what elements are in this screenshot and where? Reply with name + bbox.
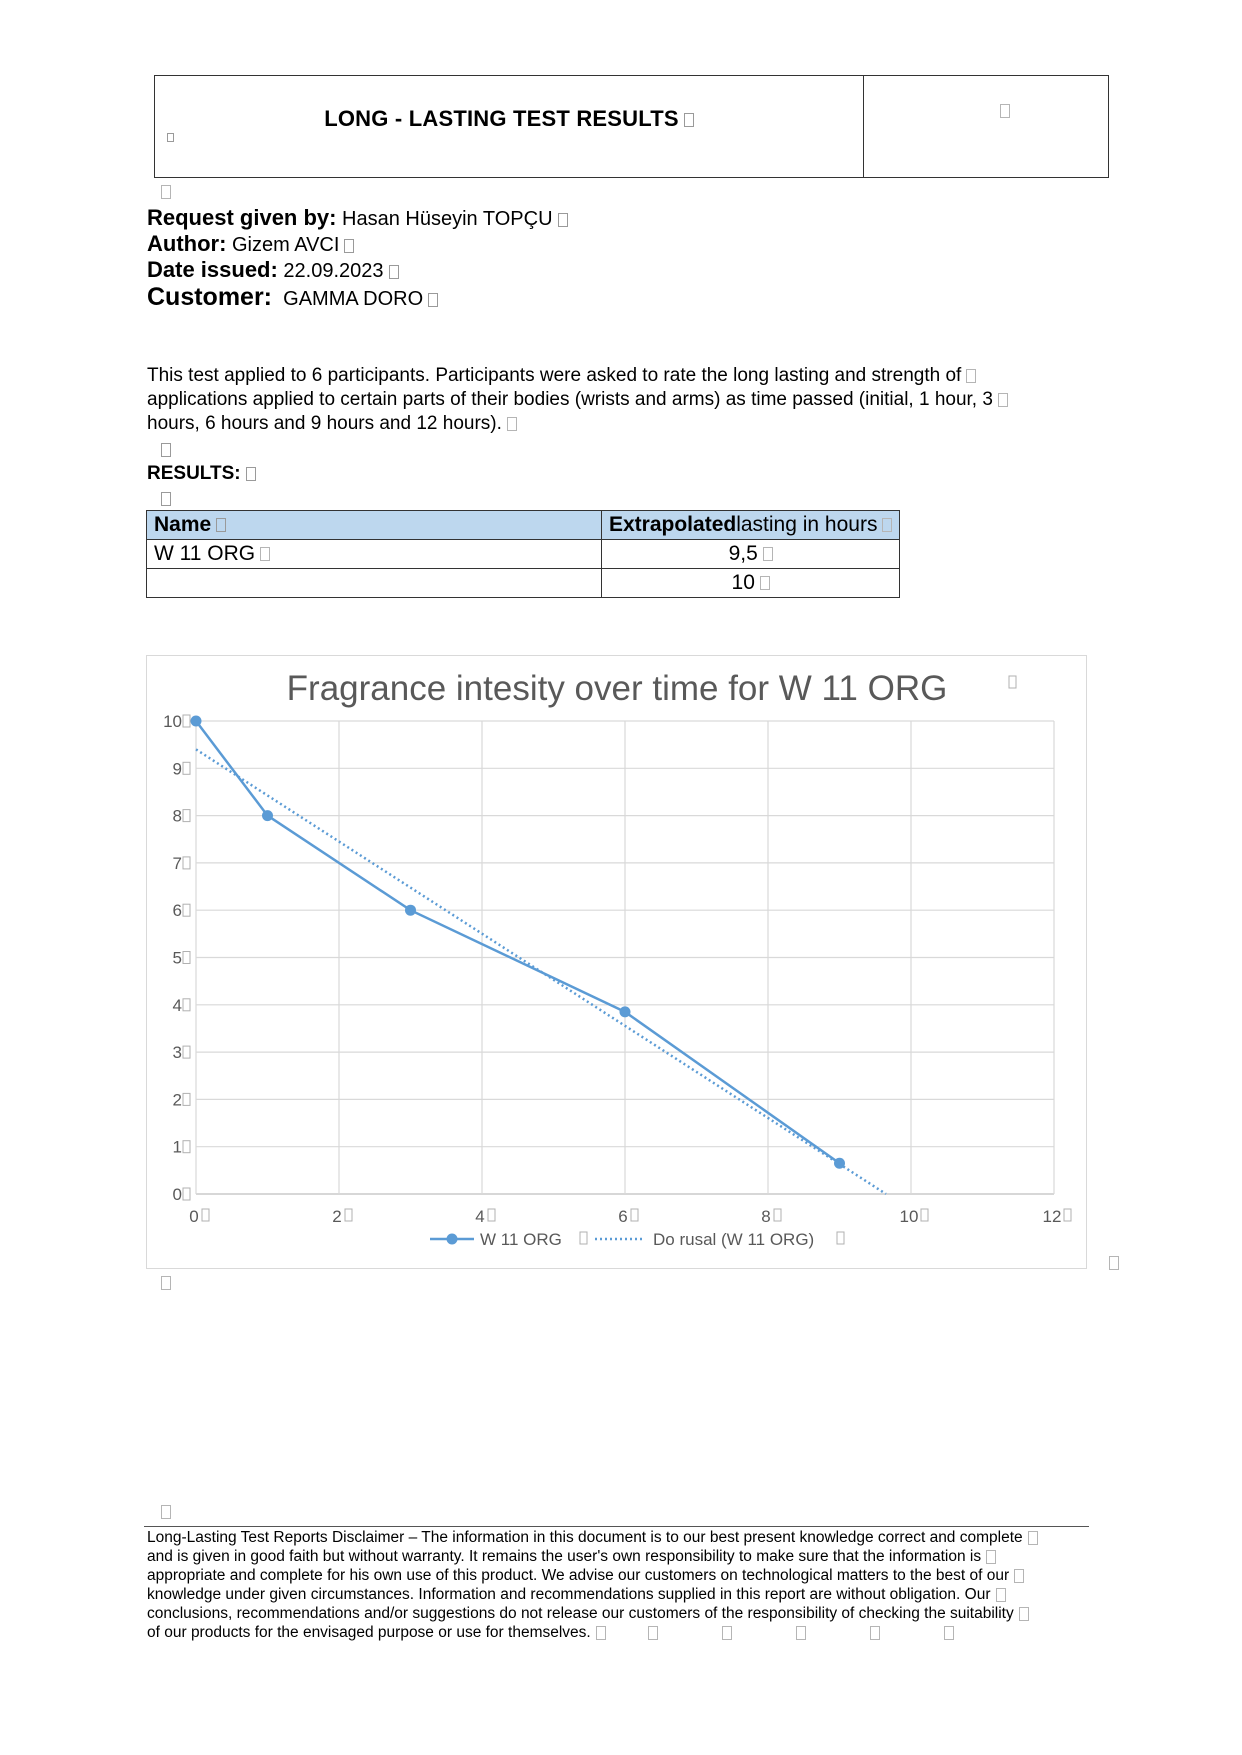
intro-line: applications applied to certain parts of their bodies (wrists and arms) as time passed (initial, 1 hour, 3 bbox=[147, 389, 993, 410]
column-header-text: Extrapolated bbox=[609, 513, 737, 536]
format-mark-icon bbox=[722, 1626, 732, 1640]
format-mark-icon bbox=[161, 1505, 171, 1519]
x-tick-label: 8 bbox=[761, 1207, 771, 1226]
format-mark-icon bbox=[1064, 1209, 1071, 1221]
format-mark-icon bbox=[183, 857, 190, 869]
format-mark-icon bbox=[183, 952, 190, 964]
chart-title: Fragrance intesity over time for W 11 ORG bbox=[286, 669, 948, 708]
table-row bbox=[147, 569, 900, 598]
format-mark-icon bbox=[1019, 1607, 1029, 1621]
chart-frame bbox=[146, 655, 1087, 1269]
intro-line: hours, 6 hours and 9 hours and 12 hours). bbox=[147, 413, 502, 434]
disclaimer-line: Long-Lasting Test Reports Disclaimer – The information in this document is to our best present knowledge correct and complete bbox=[147, 1529, 1023, 1546]
cell-text: W 11 ORG bbox=[154, 542, 256, 565]
author-value: Gizem AVCI bbox=[231, 234, 340, 256]
format-mark-icon bbox=[1000, 104, 1010, 118]
y-tick-label: 1 bbox=[172, 1137, 182, 1157]
format-mark-icon bbox=[183, 1093, 190, 1105]
x-tick-label: 0 bbox=[189, 1207, 199, 1226]
data-point bbox=[262, 810, 273, 821]
y-tick-label: 7 bbox=[172, 853, 182, 873]
report-title bbox=[155, 106, 863, 132]
cell-text: 9,5 bbox=[728, 542, 758, 565]
author bbox=[147, 232, 354, 257]
footer-rule bbox=[144, 1526, 1089, 1527]
format-mark-icon bbox=[1009, 676, 1016, 688]
format-mark-icon bbox=[345, 1209, 352, 1221]
table-row bbox=[147, 540, 900, 569]
legend-label: W 11 ORG bbox=[480, 1230, 562, 1249]
table-header-row bbox=[147, 511, 900, 540]
request-value: Hasan Hüseyin TOPÇU bbox=[342, 208, 553, 230]
x-tick-label: 10 bbox=[899, 1207, 919, 1226]
format-mark-icon bbox=[428, 293, 438, 307]
format-mark-icon bbox=[246, 467, 256, 481]
format-mark-icon bbox=[183, 999, 190, 1011]
fragrance-line-chart bbox=[147, 656, 1088, 1270]
data-series-line bbox=[196, 721, 840, 1163]
table-cell-value bbox=[602, 569, 900, 598]
disclaimer bbox=[147, 1528, 1107, 1642]
table-cell-name bbox=[147, 540, 602, 569]
date-label: Date issued: bbox=[147, 257, 278, 282]
report-header-box bbox=[154, 75, 1109, 178]
format-mark-icon bbox=[774, 1209, 781, 1221]
y-tick-label: 9 bbox=[172, 759, 182, 779]
disclaimer-line: appropriate and complete for his own use of this product. We advise our customers on technological matters to the best of our bbox=[147, 1567, 1010, 1584]
x-tick-label: 2 bbox=[332, 1207, 342, 1226]
disclaimer-line: of our products for the envisaged purpose or use for themselves. bbox=[147, 1624, 591, 1641]
format-mark-icon bbox=[837, 1232, 844, 1244]
y-tick-label: 4 bbox=[172, 995, 182, 1015]
format-mark-icon bbox=[161, 185, 171, 199]
report-title-text: LONG - LASTING TEST RESULTS bbox=[324, 106, 679, 131]
request-label: Request given by: bbox=[147, 205, 337, 230]
format-mark-icon bbox=[648, 1626, 658, 1640]
disclaimer-line: knowledge under given circumstances. Information and recommendations supplied in this report are without obligation. Our bbox=[147, 1586, 991, 1603]
y-tick-label: 0 bbox=[172, 1185, 182, 1204]
x-tick-label: 4 bbox=[475, 1207, 485, 1226]
column-header-name bbox=[147, 511, 602, 540]
format-mark-icon bbox=[998, 393, 1008, 407]
format-mark-icon bbox=[796, 1626, 806, 1640]
results-label-text: RESULTS: bbox=[147, 463, 241, 484]
disclaimer-line: and is given in good faith but without warranty. It remains the user's own responsibility to make sure that the information is bbox=[147, 1548, 982, 1565]
format-mark-icon bbox=[183, 762, 190, 774]
format-mark-icon bbox=[216, 518, 226, 532]
results-label bbox=[147, 463, 256, 485]
x-tick-label: 6 bbox=[618, 1207, 628, 1226]
date-value: 22.09.2023 bbox=[283, 260, 384, 282]
format-mark-icon bbox=[183, 904, 190, 916]
format-mark-icon bbox=[558, 213, 568, 227]
format-mark-icon bbox=[183, 1141, 190, 1153]
format-mark-icon bbox=[161, 492, 171, 506]
format-mark-icon bbox=[161, 443, 171, 457]
column-header-text: lasting in hours bbox=[736, 513, 878, 536]
header-divider bbox=[863, 76, 864, 177]
table-cell-value bbox=[602, 540, 900, 569]
format-mark-icon bbox=[183, 1046, 190, 1058]
format-mark-icon bbox=[870, 1626, 880, 1640]
customer bbox=[147, 285, 438, 311]
table-cell-name bbox=[147, 569, 602, 598]
format-mark-icon bbox=[183, 1188, 190, 1200]
format-mark-icon bbox=[684, 113, 694, 127]
y-tick-label: 8 bbox=[172, 806, 182, 826]
format-mark-icon bbox=[596, 1626, 606, 1640]
format-mark-icon bbox=[389, 265, 399, 279]
request-given-by bbox=[147, 206, 568, 231]
legend-label: Do rusal (W 11 ORG) bbox=[653, 1230, 815, 1249]
format-mark-icon bbox=[1014, 1569, 1024, 1583]
disclaimer-line: conclusions, recommendations and/or suggestions do not release our customers of the responsibility of checking the suitability bbox=[147, 1605, 1014, 1622]
y-tick-label: 10 bbox=[163, 712, 182, 731]
format-mark-icon bbox=[921, 1209, 928, 1221]
intro-paragraph bbox=[147, 364, 1097, 436]
y-tick-label: 5 bbox=[172, 948, 182, 968]
y-tick-label: 2 bbox=[172, 1090, 182, 1110]
format-mark-icon bbox=[1109, 1256, 1119, 1270]
format-mark-icon bbox=[167, 133, 174, 142]
format-mark-icon bbox=[631, 1209, 638, 1221]
legend-marker bbox=[447, 1234, 458, 1245]
format-mark-icon bbox=[488, 1209, 495, 1221]
data-point bbox=[620, 1006, 631, 1017]
results-table bbox=[146, 510, 900, 598]
format-mark-icon bbox=[183, 810, 190, 822]
data-point bbox=[405, 905, 416, 916]
format-mark-icon bbox=[580, 1232, 587, 1244]
format-mark-icon bbox=[763, 547, 773, 561]
x-tick-label: 12 bbox=[1042, 1207, 1062, 1226]
date-issued bbox=[147, 258, 399, 283]
y-tick-label: 3 bbox=[172, 1043, 182, 1063]
format-mark-icon bbox=[344, 239, 354, 253]
column-header-text: Name bbox=[154, 513, 212, 536]
intro-line: This test applied to 6 participants. Participants were asked to rate the long lasting and strength of bbox=[147, 365, 962, 386]
format-mark-icon bbox=[882, 518, 892, 532]
format-mark-icon bbox=[202, 1209, 209, 1221]
author-label: Author: bbox=[147, 231, 227, 256]
format-mark-icon bbox=[996, 1588, 1006, 1602]
data-point bbox=[191, 716, 202, 727]
format-mark-icon bbox=[760, 576, 770, 590]
format-mark-icon bbox=[507, 417, 517, 431]
format-mark-icon bbox=[944, 1626, 954, 1640]
format-mark-icon bbox=[161, 1276, 171, 1290]
column-header-lasting bbox=[602, 511, 900, 540]
data-point bbox=[834, 1158, 845, 1169]
customer-label: Customer: bbox=[147, 283, 273, 311]
y-tick-label: 6 bbox=[172, 901, 182, 921]
format-mark-icon bbox=[260, 547, 270, 561]
format-mark-icon bbox=[986, 1550, 996, 1564]
format-mark-icon bbox=[183, 715, 190, 727]
format-mark-icon bbox=[966, 369, 976, 383]
customer-value: GAMMA DORO bbox=[283, 288, 424, 310]
format-mark-icon bbox=[1028, 1531, 1038, 1545]
cell-text: 10 bbox=[731, 571, 755, 594]
